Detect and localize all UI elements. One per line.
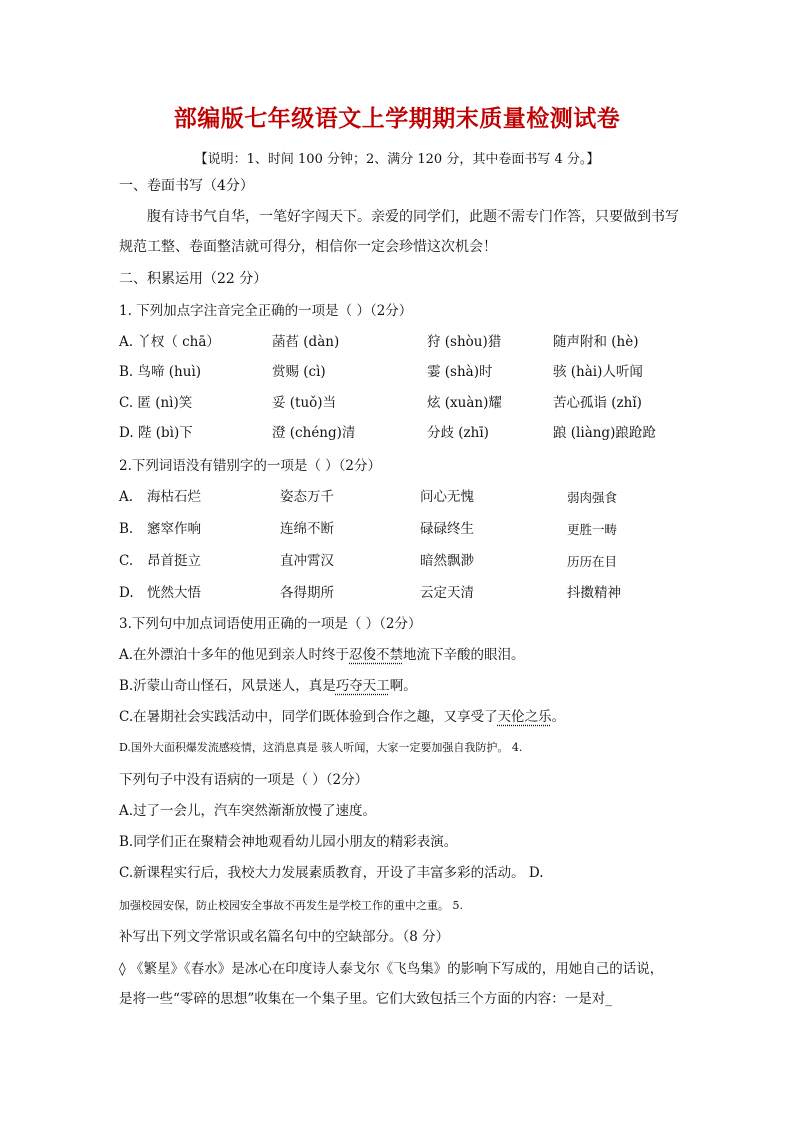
q5-stem: 补写出下列文学常识或名篇名句中的空缺部分。（8 分） <box>119 929 450 945</box>
q2-b-word1: 窸窣作响 <box>147 521 201 537</box>
q2-a-letter: A. <box>119 489 134 505</box>
q1-d-option3: 分歧 (zhī) <box>427 425 489 441</box>
q1-a-option2: 菡萏 (dàn) <box>272 334 340 350</box>
q5-line2: 是将一些“零碎的思想”收集在一个集子里。它们大致包括三个方面的内容：一是对_ <box>119 991 613 1007</box>
q1-c-option3: 炫 (xuàn)耀 <box>427 395 502 411</box>
q2-a-word1: 海枯石烂 <box>147 489 201 505</box>
q2-b-word4: 更胜一畴 <box>567 522 618 537</box>
q2-d-word3: 云定天清 <box>420 585 474 601</box>
q1-a-option4: 随声附和 (hè) <box>553 334 639 350</box>
q2-d-word4: 抖擞精神 <box>567 585 621 601</box>
q4-option-b: B.同学们正在聚精会神地观看幼儿园小朋友的精彩表演。 <box>119 834 458 850</box>
q2-stem: 2.下列词语没有错别字的一项是（ ）（2分） <box>119 458 382 474</box>
q1-b-option4: 骇 (hài)人听闻 <box>553 364 643 380</box>
q2-a-word2: 姿态万千 <box>280 489 334 505</box>
q1-c-option2: 妥 (tuǒ)当 <box>272 395 337 411</box>
q2-d-word1: 恍然大悟 <box>147 585 201 601</box>
q3-stem: 3.下列句中加点词语使用正确的一项是（ ）（2分） <box>119 616 422 632</box>
q3-b-dotted-word: 巧夺天工 <box>335 678 390 694</box>
q2-c-letter: C. <box>119 553 134 569</box>
q4-option-d: 加强校园安保，防止校园安全事故不再发生是学校工作的重中之重。 5. <box>119 899 463 912</box>
q1-a-option1: A. 丫杈（ chā） <box>119 334 220 350</box>
q3-c-dotted-word: 天伦之乐 <box>497 709 552 725</box>
page-title: 部编版七年级语文上学期期末质量检测试卷 <box>173 106 621 132</box>
q3-option-b <box>119 677 417 695</box>
q2-c-word2: 直冲霄汉 <box>280 553 334 569</box>
q1-d-option1: D. 陛 (bì)下 <box>119 425 193 441</box>
q5-line1: ◊ 《繁星》《春水》是冰心在印度诗人泰戈尔《飞鸟集》的影响下写成的，用她自己的话说， <box>119 961 664 977</box>
q1-d-option2: 澄 (chéng)清 <box>272 425 356 441</box>
q3-option-c <box>119 708 565 726</box>
section1-heading: 一、卷面书写（4分） <box>119 178 254 194</box>
q3-a-text-post: 地流下辛酸的眼泪。 <box>403 647 525 663</box>
q1-b-option3: 霎 (shà)时 <box>427 364 493 380</box>
q2-d-letter: D. <box>119 585 134 601</box>
q3-option-d: D.国外大面积爆发流感疫情，这消息真是 骇人听闻，大家一定要加强自我防护。 4. <box>119 741 523 754</box>
q3-b-text-pre: B.沂蒙山奇山怪石，风景迷人，真是 <box>119 678 336 694</box>
q1-a-option3: 狩 (shòu)猎 <box>427 334 502 350</box>
q2-d-word2: 各得期所 <box>280 585 334 601</box>
q3-c-text-post: 。 <box>551 709 566 725</box>
q2-a-word3: 问心无愧 <box>420 489 474 505</box>
q4-stem: 下列句子中没有语病的一项是（ ）（2分） <box>119 772 369 788</box>
exam-instructions: 【说明：1、时间 100 分钟；2、满分 120 分，其中卷面书写 4 分。】 <box>194 152 600 167</box>
q2-b-word3: 碌碌终生 <box>420 521 474 537</box>
q1-c-option4: 苦心孤诣 (zhǐ) <box>553 395 642 411</box>
q3-a-dotted-word: 忍俊不禁 <box>349 647 404 663</box>
q2-c-word1: 昂首挺立 <box>147 553 201 569</box>
q3-option-a <box>119 646 525 664</box>
q2-c-word4: 历历在目 <box>567 554 618 569</box>
q2-b-letter: B. <box>119 521 134 537</box>
q1-c-option1: C. 匿 (nì)笑 <box>119 395 193 411</box>
q4-option-a: A.过了一会儿，汽车突然渐渐放慢了速度。 <box>119 803 377 819</box>
q2-a-word4: 弱肉强食 <box>567 490 618 505</box>
q2-c-word3: 暗然飘渺 <box>420 553 474 569</box>
q4-option-c: C.新课程实行后，我校大力发展素质教育，开设了丰富多彩的活动。 D. <box>119 865 544 881</box>
q3-a-text-pre: A.在外漂泊十多年的他见到亲人时终于 <box>119 647 350 663</box>
section1-para-line1: 腹有诗书气自华，一笔好字闯天下。亲爱的同学们，此题不需专门作答，只要做到书写 <box>147 209 679 225</box>
section2-heading: 二、积累运用（22 分） <box>119 271 268 287</box>
q1-b-option2: 赏赐 (cì) <box>272 364 326 380</box>
q1-d-option4: 踉 (liàng)踉跄跄 <box>553 425 656 441</box>
q3-b-text-post: 啊。 <box>389 678 417 694</box>
q1-stem: 1. 下列加点字注音完全正确的一项是（ ）（2分） <box>119 303 413 319</box>
q2-b-word2: 连绵不断 <box>280 521 334 537</box>
section1-para-line2: 规范工整、卷面整洁就可得分，相信你一定会珍惜这次机会！ <box>119 239 497 255</box>
q3-c-text-pre: C.在暑期社会实践活动中，同学们既体验到合作之趣，又享受了 <box>119 709 498 725</box>
q1-b-option1: B. 鸟啼 (huì) <box>119 364 202 380</box>
